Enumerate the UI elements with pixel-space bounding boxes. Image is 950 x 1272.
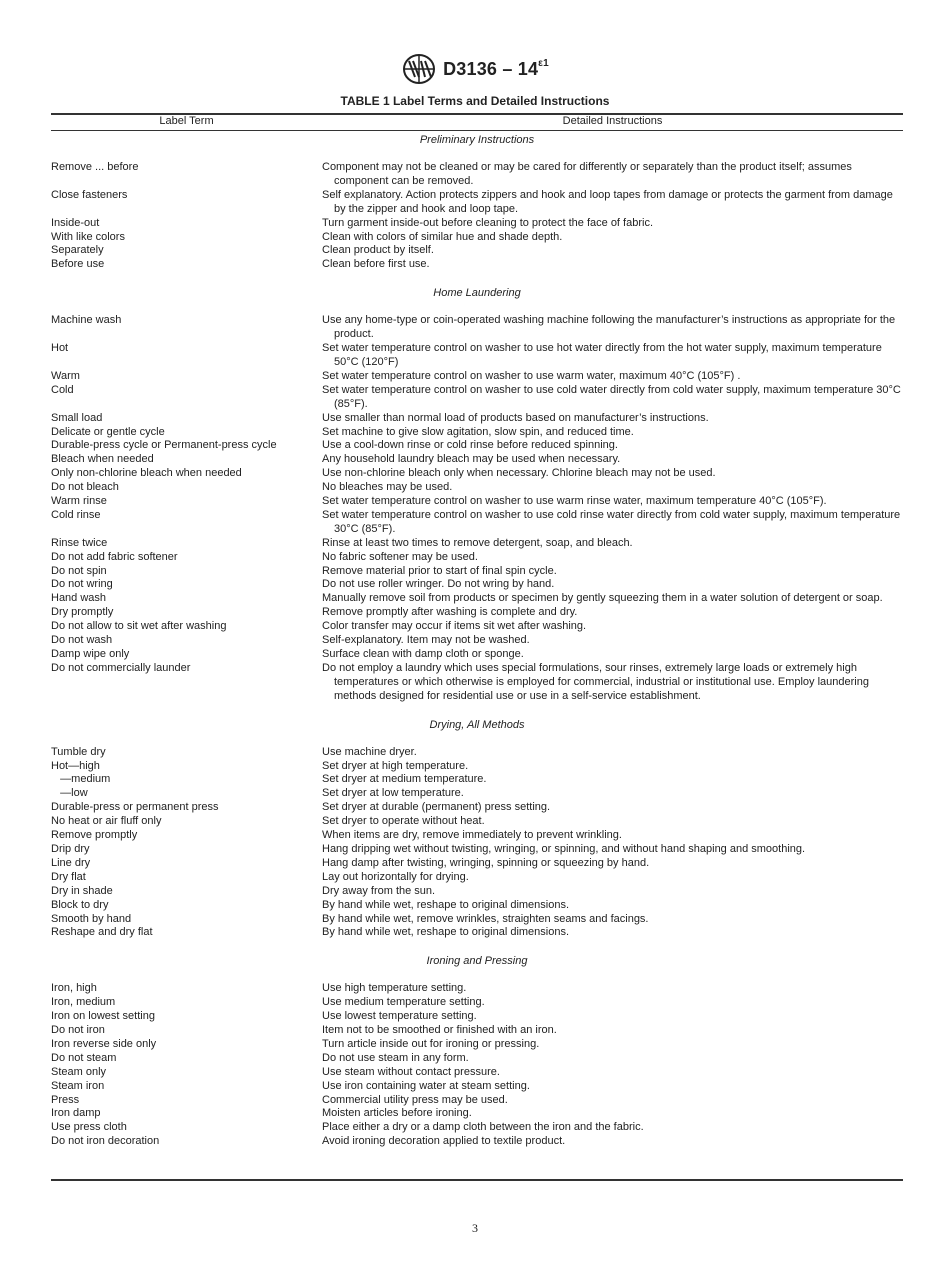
instruction-cell: Self-explanatory. Item may not be washed. <box>322 634 530 647</box>
label-term-cell: Rinse twice <box>51 536 108 549</box>
instruction-cell: Set water temperature control on washer to use warm rinse water, maximum temperature 40°C (105°F). <box>322 495 827 508</box>
instruction-cell: Clean before first use. <box>322 258 430 271</box>
label-term-cell: Do not bleach <box>51 481 119 494</box>
instruction-cell: Clean product by itself. <box>322 244 434 257</box>
instruction-cell: Commercial utility press may be used. <box>322 1093 508 1106</box>
label-term-cell: Use press cloth <box>51 1121 127 1134</box>
label-term-cell: Do not allow to sit wet after washing <box>51 620 227 633</box>
label-term-cell: Durable-press or permanent press <box>51 801 219 814</box>
table-row <box>51 161 903 189</box>
table-row <box>51 189 903 217</box>
label-term-cell: Do not iron decoration <box>51 1135 160 1148</box>
label-term-cell: Reshape and dry flat <box>51 926 153 939</box>
table-row <box>51 258 903 272</box>
label-term-cell: Steam only <box>51 1065 107 1078</box>
instruction-cell: Set dryer at high temperature. <box>322 759 469 772</box>
table-row <box>51 551 903 565</box>
label-term-cell: Small load <box>51 411 103 424</box>
astm-logo <box>401 53 437 85</box>
table-row <box>51 217 903 231</box>
table-row <box>51 426 903 440</box>
table-row <box>51 384 903 412</box>
instruction-cell: Use steam without contact pressure. <box>322 1065 500 1078</box>
document-number: $D3136 - 14^{\varepsilon 1}$ <box>443 57 549 79</box>
label-term-cell: Hot <box>51 342 69 355</box>
instruction-cell: Set dryer to operate without heat. <box>322 815 485 828</box>
label-term-cell: Before use <box>51 258 105 271</box>
table-row <box>51 829 903 843</box>
label-term-cell: Smooth by hand <box>51 912 132 925</box>
instruction-cell: Hang damp after twisting, wringing, spinning or squeezing by hand. <box>322 856 650 869</box>
label-term-cell: Inside-out <box>51 216 100 229</box>
label-term-cell: No heat or air fluff only <box>51 815 162 828</box>
label-term-cell: —low <box>51 787 88 800</box>
table-row <box>51 453 903 467</box>
instruction-cell: Set dryer at durable (permanent) press setting. <box>322 801 551 814</box>
table-row <box>51 634 903 648</box>
label-term-cell: Close fasteners <box>51 188 128 201</box>
table-section <box>51 286 903 703</box>
label-term-cell: Do not commercially launder <box>51 661 191 674</box>
table-row <box>51 231 903 245</box>
label-term-cell: Machine wash <box>51 314 122 327</box>
table-row <box>51 509 903 537</box>
label-term-cell: Block to dry <box>51 898 109 911</box>
instruction-cell: Lay out horizontally for drying. <box>322 870 469 883</box>
instruction-cell: By hand while wet, remove wrinkles, straighten seams and facings. <box>322 912 649 925</box>
section-title: Drying, All Methods <box>429 718 525 731</box>
instruction-cell: By hand while wet, reshape to original dimensions. <box>322 898 570 911</box>
instruction-cell: No bleaches may be used. <box>322 481 453 494</box>
table-row <box>51 244 903 258</box>
instruction-cell: Remove material prior to start of final spin cycle. <box>322 564 557 577</box>
instruction-cell: Use medium temperature setting. <box>322 996 485 1009</box>
label-term-cell: Warm <box>51 369 80 382</box>
label-term-cell: Iron, high <box>51 982 97 995</box>
instruction-cell: Do not employ a laundry which uses special formulations, sour rinses, extremely large loads or extremely high temperatures or which otherwise is employed for commercial, industrial or institutional use. Employ laundering methods designed for residential use or use in a self-service establishment. <box>322 661 869 702</box>
instruction-cell: Color transfer may occur if items sit wet after washing. <box>322 620 587 633</box>
instruction-cell: Self explanatory. Action protects zippers and hook and loop tapes from damage or protects the garment from damage by the zipper and hook and loop tape. <box>322 188 893 215</box>
instruction-cell: Moisten articles before ironing. <box>322 1107 472 1120</box>
label-term-cell: Do not iron <box>51 1024 105 1037</box>
label-term-cell: Drip dry <box>51 842 90 855</box>
table-section <box>51 954 903 1149</box>
label-term-cell: Tumble dry <box>51 745 106 758</box>
instruction-cell: Use iron containing water at steam setting. <box>322 1079 530 1092</box>
table-row <box>51 537 903 551</box>
label-term-cell: Press <box>51 1093 80 1106</box>
table-section <box>51 718 903 941</box>
instruction-cell: Item not to be smoothed or finished with an iron. <box>322 1024 557 1037</box>
label-term-cell: Durable-press cycle or Permanent-press cycle <box>51 439 277 452</box>
table-row <box>51 746 903 760</box>
label-term-cell: Cold <box>51 383 74 396</box>
table-row <box>51 1052 903 1066</box>
label-term-cell: Warm rinse <box>51 495 107 508</box>
label-term-cell: Delicate or gentle cycle <box>51 425 165 438</box>
instruction-cell: Set dryer at low temperature. <box>322 787 464 800</box>
table-row <box>51 815 903 829</box>
instruction-cell: Avoid ironing decoration applied to textile product. <box>322 1135 566 1148</box>
table-row <box>51 913 903 927</box>
table-section <box>51 133 903 272</box>
column-header-detailed-instructions: Detailed Instructions <box>562 115 663 127</box>
instruction-cell: Rinse at least two times to remove detergent, soap, and bleach. <box>322 536 633 549</box>
instruction-cell: Use any home-type or coin-operated washing machine following the manufacturer’s instructions as appropriate for the product. <box>322 314 896 341</box>
document-edition-superscript: ε1 <box>538 57 549 69</box>
instruction-cell: Set dryer at medium temperature. <box>322 773 487 786</box>
table-row <box>51 578 903 592</box>
label-term-cell: Remove promptly <box>51 829 138 842</box>
label-term-cell: Do not spin <box>51 564 107 577</box>
label-term-cell: Separately <box>51 244 104 257</box>
instruction-cell: Do not use steam in any form. <box>322 1051 469 1064</box>
table-row <box>51 1107 903 1121</box>
instruction-cell: Set water temperature control on washer to use cold rinse water directly from cold water supply, maximum temperature 30°C (85°F). <box>322 508 901 535</box>
label-term-cell: With like colors <box>51 230 125 243</box>
section-title: Preliminary Instructions <box>419 134 535 146</box>
table-row <box>51 773 903 787</box>
instruction-cell: Manually remove soil from products or specimen by gently squeezing them in a water solution of detergent or soap. <box>322 592 883 605</box>
instruction-cell: Component may not be cleaned or may be cared for differently or separately than the product itself; assumes component can be removed. <box>322 161 852 187</box>
table-row <box>51 885 903 899</box>
instruction-cell: No fabric softener may be used. <box>322 550 478 563</box>
instruction-cell: Set machine to give slow agitation, slow spin, and reduced time. <box>322 425 634 438</box>
document-header <box>0 52 950 86</box>
label-term-cell: Dry flat <box>51 870 86 883</box>
label-term-cell: Remove ... before <box>51 161 139 173</box>
instruction-cell: Surface clean with damp cloth or sponge. <box>322 648 524 660</box>
table-row <box>51 314 903 342</box>
table-row <box>51 412 903 426</box>
instruction-cell: Set water temperature control on washer to use cold water directly from cold water supply, maximum temperature 30°C (85°F). <box>322 383 901 410</box>
column-header-label-term: Label Term <box>159 115 214 127</box>
table-row <box>51 982 903 996</box>
table-row <box>51 467 903 481</box>
instruction-cell: Use lowest temperature setting. <box>322 1010 477 1023</box>
label-term-cell: Iron damp <box>51 1107 101 1120</box>
label-term-cell: Do not wash <box>51 634 113 647</box>
label-term-cell: Dry in shade <box>51 884 113 897</box>
label-term-cell: Hand wash <box>51 592 107 605</box>
table-row <box>51 926 903 940</box>
instruction-cell: Remove promptly after washing is complete and dry. <box>322 606 578 619</box>
label-term-cell: Do not steam <box>51 1051 117 1064</box>
table-row <box>51 996 903 1010</box>
instruction-cell: Dry away from the sun. <box>322 884 436 897</box>
instruction-cell: Use smaller than normal load of products based on manufacturer’s instructions. <box>322 411 709 424</box>
table-row <box>51 648 903 662</box>
table-row <box>51 1080 903 1094</box>
label-term-cell: Only non-chlorine bleach when needed <box>51 467 242 480</box>
instruction-cell: Use non-chlorine bleach only when necessary. Chlorine bleach may not be used. <box>322 467 716 480</box>
instruction-cell: Use high temperature setting. <box>322 982 467 995</box>
table-row <box>51 662 903 704</box>
instruction-cell: Do not use roller wringer. Do not wring by hand. <box>322 578 555 591</box>
instruction-cell: Set water temperature control on washer to use warm water, maximum 40°C (105°F) . <box>322 369 741 382</box>
label-term-cell: Bleach when needed <box>51 453 154 466</box>
table-row <box>51 1066 903 1080</box>
label-term-cell: Iron on lowest setting <box>51 1010 155 1023</box>
label-term-cell: Hot—high <box>51 759 100 772</box>
section-title: Ironing and Pressing <box>426 955 528 968</box>
instruction-cell: Use machine dryer. <box>322 745 417 758</box>
instruction-cell: Set water temperature control on washer to use hot water directly from the hot water supply, maximum temperature 50°C (120°F) <box>322 342 882 368</box>
label-term-cell: Damp wipe only <box>51 648 130 660</box>
label-term-cell: Cold rinse <box>51 508 101 521</box>
table-row <box>51 899 903 913</box>
instruction-cell: When items are dry, remove immediately to prevent wrinkling. <box>322 829 622 842</box>
label-term-cell: Dry promptly <box>51 606 114 619</box>
table-row <box>51 857 903 871</box>
instruction-cell: Turn garment inside-out before cleaning to protect the face of fabric. <box>322 216 653 229</box>
instruction-cell: Any household laundry bleach may be used when necessary. <box>322 453 621 466</box>
table-header-rule <box>51 130 903 131</box>
table-row <box>51 1010 903 1024</box>
table-row <box>51 565 903 579</box>
table-row <box>51 871 903 885</box>
label-term-cell: Iron reverse side only <box>51 1037 157 1050</box>
instruction-cell: By hand while wet, reshape to original dimensions. <box>322 926 570 939</box>
table-row <box>51 342 903 370</box>
table-row <box>51 439 903 453</box>
table-row <box>51 370 903 384</box>
label-term-cell: Line dry <box>51 856 91 869</box>
label-term-cell: Do not wring <box>51 578 113 591</box>
instruction-cell: Hang dripping wet without twisting, wringing, or spinning, and without hand shaping and smoothing. <box>322 842 806 855</box>
table-row <box>51 760 903 774</box>
table-row <box>51 801 903 815</box>
page-number: 3 <box>472 1221 478 1235</box>
table-row <box>51 1024 903 1038</box>
table-row <box>51 1135 903 1149</box>
instruction-cell: Place either a dry or a damp cloth between the iron and the fabric. <box>322 1121 644 1134</box>
label-term-cell: Do not add fabric softener <box>51 550 178 563</box>
table-row <box>51 606 903 620</box>
label-term-cell: —medium <box>51 773 111 786</box>
table-row <box>51 620 903 634</box>
instruction-cell: Use a cool-down rinse or cold rinse before reduced spinning. <box>322 439 618 452</box>
table-bottom-rule <box>51 1179 903 1181</box>
table-row <box>51 1038 903 1052</box>
table-row <box>51 787 903 801</box>
table-row <box>51 843 903 857</box>
label-term-cell: Iron, medium <box>51 996 116 1009</box>
table-title: TABLE 1 Label Terms and Detailed Instructions <box>340 94 610 108</box>
instruction-cell: Turn article inside out for ironing or pressing. <box>322 1037 540 1050</box>
table-row <box>51 495 903 509</box>
table-row <box>51 1094 903 1108</box>
label-term-cell: Steam iron <box>51 1079 105 1092</box>
table-body <box>51 133 903 1149</box>
table-row <box>51 592 903 606</box>
table-row <box>51 481 903 495</box>
table-row <box>51 1121 903 1135</box>
instruction-cell: Clean with colors of similar hue and shade depth. <box>322 230 563 243</box>
section-title: Home Laundering <box>433 287 521 300</box>
